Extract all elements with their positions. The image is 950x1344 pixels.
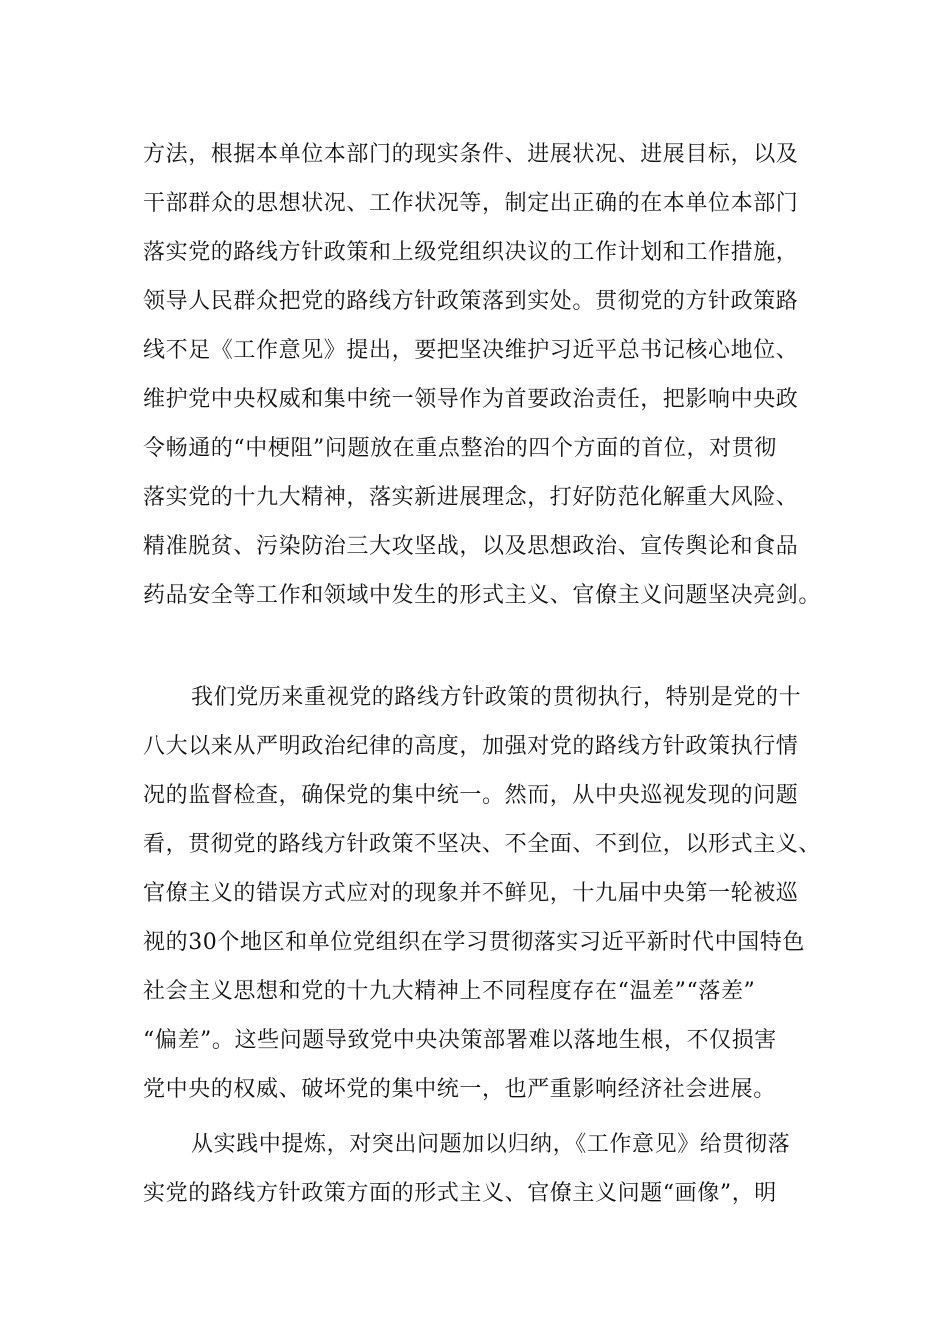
paragraph-2-line-8: “偏差”。这些问题导致党中央决策部署难以落地生根，不仅损害 <box>143 1028 777 1053</box>
paragraph-2-line-2: 八大以来从严明政治纪律的高度，加强对党的路线方针政策执行情 <box>143 734 799 759</box>
paragraph-1-line-8: 落实党的十九大精神，落实新进展理念，打好防范化解重大风险、 <box>143 485 799 510</box>
paragraph-1-line-10: 药品安全等工作和领域中发生的形式主义、官僚主义问题坚决亮剑。 <box>143 583 822 608</box>
paragraph-1-line-6: 维护党中央权威和集中统一领导作为首要政治责任，把影响中央政 <box>143 387 799 412</box>
paragraph-2-line-7: 社会主义思想和党的十九大精神上不同程度存在“温差”“落差” <box>143 979 756 1004</box>
paragraph-3-line-1: 从实践中提炼，对突出问题加以归纳，《工作意见》给贯彻落 <box>191 1132 791 1157</box>
paragraph-1-line-4: 领导人民群众把党的路线方针政策落到实处。贯彻党的方针政策路 <box>143 289 799 314</box>
paragraph-2-line-4: 看，贯彻党的路线方针政策不坚决、不全面、不到位，以形式主义、 <box>143 832 822 857</box>
paragraph-1-line-2: 干部群众的思想状况、工作状况等，制定出正确的在本单位本部门 <box>143 191 799 216</box>
paragraph-2-line-1: 我们党历来重视党的路线方针政策的贯彻执行，特别是党的十 <box>191 685 802 710</box>
paragraph-1-line-7: 令畅通的“中梗阻”问题放在重点整治的四个方面的首位，对贯彻 <box>143 436 777 461</box>
paragraph-2-line-9: 党中央的权威、破坏党的集中统一，也严重影响经济社会进展。 <box>143 1077 776 1102</box>
paragraph-3-line-2: 实党的路线方针政策方面的形式主义、官僚主义问题“画像”，明 <box>143 1181 777 1206</box>
paragraph-1-line-1: 方法，根据本单位本部门的现实条件、进展状况、进展目标，以及 <box>143 142 799 167</box>
paragraph-2-line-6: 视的30个地区和单位党组织在学习贯彻落实习近平新时代中国特色 <box>143 930 805 955</box>
paragraph-1-line-9: 精准脱贫、污染防治三大攻坚战，以及思想政治、宣传舆论和食品 <box>143 534 799 559</box>
paragraph-2-line-5: 官僚主义的错误方式应对的现象并不鲜见，十九届中央第一轮被巡 <box>143 881 799 906</box>
paragraph-2-line-3: 况的监督检查，确保党的集中统一。然而，从中央巡视发现的问题 <box>143 783 799 808</box>
paragraph-1-line-3: 落实党的路线方针政策和上级党组织决议的工作计划和工作措施， <box>143 240 799 265</box>
paragraph-1-line-5: 线不足《工作意见》提出，要把坚决维护习近平总书记核心地位、 <box>143 338 799 363</box>
